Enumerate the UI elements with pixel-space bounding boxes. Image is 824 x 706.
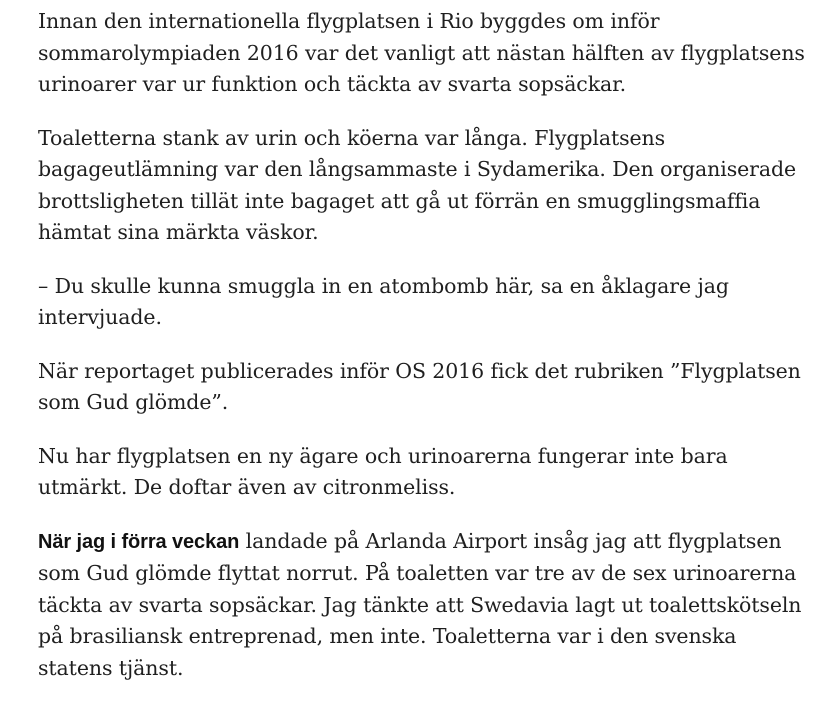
article-paragraph-2: Toaletterna stank av urin och köerna var långa. Flygplatsens bagageutlämning var den långsammaste i Sydamerika. Den organiserade brottsligheten tillät inte bagaget att gå ut förrän en smugglingsmaffia hämtat sina märkta väskor. [38,125,797,244]
paragraph-lead-in: När jag i förra veckan [38,530,240,553]
article-paragraph-3-quote: – Du skulle kunna smuggla in en atombomb här, sa en åklagare jag intervjuade. [38,273,729,329]
article-body [38,6,808,706]
article-paragraph-4: När reportaget publicerades inför OS 2016 fick det rubriken ”Flygplatsen som Gud glömde”. [38,358,801,414]
article-paragraph-5: Nu har flygplatsen en ny ägare och urinoarerna fungerar inte bara utmärkt. De doftar även av citronmeliss. [38,443,728,499]
paragraph-6-text: landade på Arlanda Airport insåg jag att flygplatsen som Gud glömde flyttat norrut. På toaletten var tre av de sex urinoarerna täckta av svarta sopsäckar. Jag tänkte att Swedavia lagt ut toalettskötseln på brasiliansk entreprenad, men inte. Toaletterna var i den svenska statens tjänst. [38,528,802,680]
article-paragraph-1: Innan den internationella flygplatsen i Rio byggdes om inför sommarolympiaden 2016 var det vanligt att nästan hälften av flygplatsens urinoarer var ur funktion och täckta av svarta sopsäckar. [38,9,805,96]
article-paragraph-6 [38,526,808,685]
